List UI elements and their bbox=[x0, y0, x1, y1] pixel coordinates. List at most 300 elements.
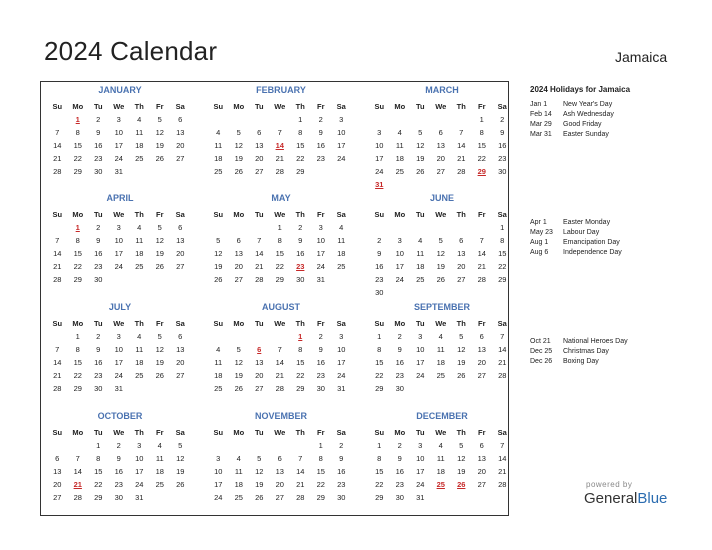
holiday-name: Good Friday bbox=[563, 121, 602, 128]
day-cell: 29 bbox=[73, 384, 82, 393]
day-cell: 5 bbox=[257, 454, 262, 463]
month-september bbox=[365, 301, 519, 395]
day-cell: 10 bbox=[375, 141, 384, 150]
day-cell: 22 bbox=[375, 371, 384, 380]
day-cell: 18 bbox=[337, 249, 346, 258]
day-cell: 16 bbox=[94, 358, 103, 367]
day-cell: 25 bbox=[436, 371, 445, 380]
day-cell: 14 bbox=[275, 358, 284, 367]
day-cell: 30 bbox=[94, 275, 103, 284]
day-cell: 11 bbox=[135, 236, 144, 245]
weekday-label: Su bbox=[374, 428, 385, 437]
day-cell: 30 bbox=[316, 384, 325, 393]
day-cell: 5 bbox=[236, 345, 241, 354]
day-cell: 23 bbox=[395, 371, 404, 380]
weekday-label: Tu bbox=[93, 102, 103, 111]
day-cell: 30 bbox=[94, 167, 103, 176]
day-cell: 20 bbox=[255, 371, 264, 380]
day-cell: 17 bbox=[416, 467, 425, 476]
day-cell: 10 bbox=[416, 454, 425, 463]
day-cell: 21 bbox=[53, 154, 62, 163]
day-cell: 5 bbox=[459, 332, 464, 341]
weekday-label: Th bbox=[295, 319, 305, 328]
month-name: OCTOBER bbox=[97, 411, 143, 421]
day-cell: 25 bbox=[135, 154, 144, 163]
day-cell: 29 bbox=[73, 167, 82, 176]
empty-cell bbox=[249, 221, 270, 234]
day-cell: 10 bbox=[316, 236, 325, 245]
day-cell: 17 bbox=[135, 467, 144, 476]
day-cell: 25 bbox=[416, 275, 425, 284]
day-cell: 28 bbox=[457, 167, 466, 176]
month-april bbox=[43, 192, 197, 286]
day-cell: 19 bbox=[457, 467, 466, 476]
day-cell: 21 bbox=[275, 371, 284, 380]
day-cell: 8 bbox=[479, 128, 484, 137]
day-cell: 12 bbox=[155, 345, 164, 354]
day-cell: 4 bbox=[438, 332, 443, 341]
day-cell: 4 bbox=[216, 345, 221, 354]
holidays-heading: 2024 Holidays for Jamaica bbox=[530, 85, 631, 94]
empty-cell bbox=[369, 221, 390, 234]
empty-cell bbox=[229, 221, 250, 234]
day-cell: 28 bbox=[275, 384, 284, 393]
day-cell: 14 bbox=[73, 467, 82, 476]
holiday-row bbox=[530, 100, 690, 110]
weekday-label: Th bbox=[456, 428, 466, 437]
day-cell: 21 bbox=[457, 154, 466, 163]
holiday-group bbox=[530, 218, 690, 258]
day-cell: 28 bbox=[498, 480, 507, 489]
day-cell: 22 bbox=[498, 262, 507, 271]
month-may bbox=[204, 192, 358, 286]
day-cell: 24 bbox=[135, 480, 144, 489]
day-cell: 8 bbox=[377, 345, 382, 354]
day-cell: 18 bbox=[135, 141, 144, 150]
day-cell: 30 bbox=[337, 493, 346, 502]
weekday-label: Fr bbox=[478, 428, 486, 437]
day-cell: 13 bbox=[53, 467, 62, 476]
day-cell: 28 bbox=[53, 275, 62, 284]
day-cell: 13 bbox=[234, 249, 243, 258]
weekday-label: Mo bbox=[233, 319, 245, 328]
weekday-label: Sa bbox=[497, 428, 507, 437]
day-cell: 25 bbox=[155, 480, 164, 489]
day-cell: 3 bbox=[137, 441, 142, 450]
weekday-label: Sa bbox=[336, 210, 346, 219]
day-cell: 5 bbox=[438, 236, 443, 245]
day-cell: 29 bbox=[498, 275, 507, 284]
weekday-label: Tu bbox=[415, 428, 425, 437]
day-cell: 23 bbox=[94, 371, 103, 380]
day-cell: 22 bbox=[477, 154, 486, 163]
empty-cell bbox=[47, 221, 68, 234]
holiday-group bbox=[530, 337, 690, 367]
day-cell: 12 bbox=[176, 454, 185, 463]
day-cell: 9 bbox=[500, 128, 505, 137]
day-cell: 3 bbox=[116, 223, 121, 232]
day-cell: 2 bbox=[397, 441, 402, 450]
day-cell: 16 bbox=[395, 358, 404, 367]
day-cell: 11 bbox=[436, 345, 445, 354]
day-cell: 14 bbox=[53, 249, 62, 258]
day-cell: 7 bbox=[500, 332, 505, 341]
day-cell: 16 bbox=[337, 467, 346, 476]
holiday-date: Mar 31 bbox=[530, 131, 552, 138]
empty-cell bbox=[431, 113, 452, 126]
empty-cell bbox=[47, 439, 68, 452]
day-cell: 2 bbox=[339, 441, 344, 450]
weekday-label: Mo bbox=[394, 210, 406, 219]
day-cell: 1 bbox=[277, 223, 282, 232]
weekday-label: Sa bbox=[497, 319, 507, 328]
holiday-row bbox=[530, 248, 690, 258]
month-november bbox=[204, 410, 358, 504]
month-name: SEPTEMBER bbox=[413, 302, 470, 312]
day-cell: 19 bbox=[176, 467, 185, 476]
day-cell: 3 bbox=[216, 454, 221, 463]
empty-cell bbox=[410, 221, 431, 234]
day-cell: 20 bbox=[176, 141, 185, 150]
day-cell: 26 bbox=[176, 480, 185, 489]
weekday-label: Sa bbox=[497, 210, 507, 219]
day-cell: 3 bbox=[418, 332, 423, 341]
empty-cell bbox=[229, 330, 250, 343]
weekday-label: Tu bbox=[254, 210, 264, 219]
day-cell: 1 bbox=[75, 332, 80, 341]
day-cell: 26 bbox=[436, 275, 445, 284]
day-cell: 2 bbox=[318, 332, 323, 341]
day-cell: 15 bbox=[296, 141, 305, 150]
day-cell: 27 bbox=[255, 167, 264, 176]
weekday-label: Fr bbox=[156, 428, 164, 437]
holiday-date: Jan 1 bbox=[530, 101, 548, 108]
day-cell: 20 bbox=[176, 358, 185, 367]
day-cell: 30 bbox=[395, 493, 404, 502]
day-cell: 6 bbox=[459, 236, 464, 245]
day-cell: 1 bbox=[96, 441, 101, 450]
day-cell: 3 bbox=[377, 128, 382, 137]
day-cell: 25 bbox=[214, 167, 223, 176]
holiday-row bbox=[530, 347, 690, 357]
day-cell: 24 bbox=[114, 371, 123, 380]
day-cell: 29 bbox=[296, 384, 305, 393]
day-cell: 6 bbox=[438, 128, 443, 137]
day-cell: 28 bbox=[53, 384, 62, 393]
day-cell: 15 bbox=[375, 467, 384, 476]
day-cell: 18 bbox=[135, 358, 144, 367]
day-cell: 21 bbox=[275, 154, 284, 163]
day-cell: 17 bbox=[214, 480, 223, 489]
day-cell: 27 bbox=[275, 493, 284, 502]
empty-cell bbox=[249, 113, 270, 126]
weekday-label: Mo bbox=[394, 428, 406, 437]
day-cell: 27 bbox=[176, 154, 185, 163]
holiday-date: Feb 14 bbox=[530, 111, 552, 118]
day-cell: 31 bbox=[316, 275, 325, 284]
weekday-label: Sa bbox=[175, 319, 185, 328]
day-cell: 6 bbox=[479, 441, 484, 450]
day-cell: 20 bbox=[176, 249, 185, 258]
day-cell: 6 bbox=[178, 115, 183, 124]
weekday-label: Th bbox=[456, 210, 466, 219]
day-cell: 19 bbox=[457, 358, 466, 367]
weekday-label: Fr bbox=[317, 428, 325, 437]
weekday-label: Sa bbox=[175, 428, 185, 437]
weekday-label: Fr bbox=[156, 319, 164, 328]
day-cell: 6 bbox=[479, 332, 484, 341]
day-cell: 10 bbox=[337, 128, 346, 137]
day-cell: 11 bbox=[395, 141, 404, 150]
day-cell: 9 bbox=[96, 345, 101, 354]
day-cell: 16 bbox=[316, 358, 325, 367]
page-title: 2024 Calendar bbox=[44, 36, 218, 66]
weekday-label: Th bbox=[134, 319, 144, 328]
day-cell: 15 bbox=[477, 141, 486, 150]
month-name: FEBRUARY bbox=[256, 85, 306, 95]
empty-cell bbox=[431, 221, 452, 234]
day-cell: 3 bbox=[116, 332, 121, 341]
month-name: APRIL bbox=[106, 193, 134, 203]
weekday-label: Su bbox=[52, 102, 63, 111]
holiday-day: 14 bbox=[275, 141, 284, 150]
day-cell: 22 bbox=[316, 480, 325, 489]
day-cell: 11 bbox=[436, 454, 445, 463]
day-cell: 7 bbox=[55, 236, 60, 245]
holiday-day: 31 bbox=[375, 180, 384, 189]
day-cell: 23 bbox=[498, 154, 507, 163]
day-cell: 8 bbox=[377, 454, 382, 463]
holiday-name: Easter Sunday bbox=[563, 131, 609, 138]
day-cell: 13 bbox=[275, 467, 284, 476]
weekday-label: Su bbox=[213, 319, 224, 328]
day-cell: 5 bbox=[178, 441, 183, 450]
day-cell: 5 bbox=[157, 115, 162, 124]
weekday-label: Sa bbox=[336, 319, 346, 328]
month-january bbox=[43, 84, 197, 178]
day-cell: 20 bbox=[477, 358, 486, 367]
day-cell: 16 bbox=[94, 141, 103, 150]
day-cell: 5 bbox=[236, 128, 241, 137]
day-cell: 22 bbox=[73, 262, 82, 271]
day-cell: 3 bbox=[339, 115, 344, 124]
holiday-date: Apr 1 bbox=[530, 219, 547, 226]
weekday-label: Fr bbox=[317, 210, 325, 219]
day-cell: 12 bbox=[234, 358, 243, 367]
day-cell: 17 bbox=[114, 141, 123, 150]
day-cell: 1 bbox=[377, 332, 382, 341]
day-cell: 5 bbox=[157, 223, 162, 232]
day-cell: 26 bbox=[416, 167, 425, 176]
empty-cell bbox=[451, 113, 472, 126]
month-july bbox=[43, 301, 197, 395]
day-cell: 30 bbox=[94, 384, 103, 393]
day-cell: 8 bbox=[75, 128, 80, 137]
day-cell: 19 bbox=[255, 480, 264, 489]
weekday-label: Tu bbox=[93, 319, 103, 328]
day-cell: 12 bbox=[457, 345, 466, 354]
day-cell: 9 bbox=[116, 454, 121, 463]
weekday-label: Th bbox=[134, 210, 144, 219]
weekday-label: Th bbox=[134, 102, 144, 111]
day-cell: 2 bbox=[397, 332, 402, 341]
holiday-row bbox=[530, 218, 690, 228]
day-cell: 30 bbox=[395, 384, 404, 393]
month-name: AUGUST bbox=[262, 302, 300, 312]
day-cell: 6 bbox=[277, 454, 282, 463]
generalblue-logo[interactable] bbox=[584, 490, 667, 507]
day-cell: 5 bbox=[216, 236, 221, 245]
day-cell: 15 bbox=[73, 249, 82, 258]
day-cell: 4 bbox=[418, 236, 423, 245]
weekday-label: Tu bbox=[415, 319, 425, 328]
holiday-day: 1 bbox=[75, 115, 80, 124]
day-cell: 2 bbox=[116, 441, 121, 450]
day-cell: 29 bbox=[296, 167, 305, 176]
day-cell: 31 bbox=[114, 384, 123, 393]
weekday-label: Mo bbox=[72, 210, 84, 219]
holiday-date: Oct 21 bbox=[530, 338, 551, 345]
day-cell: 17 bbox=[316, 249, 325, 258]
day-cell: 19 bbox=[155, 249, 164, 258]
day-cell: 1 bbox=[298, 115, 303, 124]
weekday-label: Th bbox=[134, 428, 144, 437]
day-cell: 25 bbox=[337, 262, 346, 271]
weekday-label: We bbox=[113, 210, 125, 219]
day-cell: 26 bbox=[255, 493, 264, 502]
day-cell: 10 bbox=[114, 345, 123, 354]
day-cell: 11 bbox=[234, 467, 243, 476]
day-cell: 9 bbox=[397, 454, 402, 463]
holiday-date: Aug 6 bbox=[530, 249, 549, 256]
empty-cell bbox=[410, 113, 431, 126]
day-cell: 15 bbox=[296, 358, 305, 367]
weekday-label: Sa bbox=[175, 102, 185, 111]
weekday-label: Sa bbox=[336, 102, 346, 111]
day-cell: 28 bbox=[73, 493, 82, 502]
holiday-date: Mar 29 bbox=[530, 121, 552, 128]
day-cell: 18 bbox=[395, 154, 404, 163]
day-cell: 29 bbox=[375, 493, 384, 502]
day-cell: 31 bbox=[135, 493, 144, 502]
day-cell: 6 bbox=[257, 128, 262, 137]
day-cell: 3 bbox=[418, 441, 423, 450]
day-cell: 22 bbox=[73, 371, 82, 380]
month-name: JUNE bbox=[429, 193, 454, 203]
empty-cell bbox=[208, 330, 229, 343]
day-cell: 24 bbox=[337, 154, 346, 163]
day-cell: 24 bbox=[375, 167, 384, 176]
day-cell: 15 bbox=[316, 467, 325, 476]
day-cell: 7 bbox=[55, 128, 60, 137]
holiday-day: 1 bbox=[75, 223, 80, 232]
empty-cell bbox=[390, 221, 411, 234]
day-cell: 30 bbox=[375, 288, 384, 297]
day-cell: 22 bbox=[275, 262, 284, 271]
day-cell: 17 bbox=[416, 358, 425, 367]
holiday-date: Dec 25 bbox=[530, 348, 553, 355]
day-cell: 18 bbox=[155, 467, 164, 476]
day-cell: 9 bbox=[96, 128, 101, 137]
day-cell: 19 bbox=[155, 358, 164, 367]
day-cell: 4 bbox=[216, 128, 221, 137]
holiday-day: 26 bbox=[457, 480, 466, 489]
holiday-row bbox=[530, 130, 690, 140]
day-cell: 11 bbox=[135, 128, 144, 137]
holiday-name: Independence Day bbox=[563, 249, 622, 256]
day-cell: 6 bbox=[236, 236, 241, 245]
day-cell: 28 bbox=[255, 275, 264, 284]
day-cell: 8 bbox=[298, 128, 303, 137]
day-cell: 29 bbox=[73, 275, 82, 284]
day-cell: 19 bbox=[234, 154, 243, 163]
day-cell: 26 bbox=[234, 167, 243, 176]
day-cell: 15 bbox=[275, 249, 284, 258]
day-cell: 25 bbox=[395, 167, 404, 176]
day-cell: 8 bbox=[298, 345, 303, 354]
day-cell: 24 bbox=[337, 371, 346, 380]
day-cell: 14 bbox=[477, 249, 486, 258]
day-cell: 3 bbox=[397, 236, 402, 245]
day-cell: 29 bbox=[275, 275, 284, 284]
day-cell: 19 bbox=[234, 371, 243, 380]
holiday-row bbox=[530, 238, 690, 248]
day-cell: 7 bbox=[479, 236, 484, 245]
day-cell: 20 bbox=[477, 467, 486, 476]
month-august bbox=[204, 301, 358, 395]
empty-cell bbox=[208, 439, 229, 452]
weekday-label: Mo bbox=[394, 102, 406, 111]
day-cell: 22 bbox=[375, 480, 384, 489]
day-cell: 21 bbox=[498, 467, 507, 476]
holiday-name: Christmas Day bbox=[563, 348, 609, 355]
day-cell: 15 bbox=[73, 141, 82, 150]
day-cell: 17 bbox=[337, 141, 346, 150]
day-cell: 7 bbox=[298, 454, 303, 463]
day-cell: 6 bbox=[178, 332, 183, 341]
holiday-date: Aug 1 bbox=[530, 239, 549, 246]
weekday-label: Mo bbox=[233, 102, 245, 111]
empty-cell bbox=[249, 439, 270, 452]
day-cell: 27 bbox=[255, 384, 264, 393]
weekday-label: Su bbox=[213, 210, 224, 219]
day-cell: 1 bbox=[500, 223, 505, 232]
day-cell: 20 bbox=[436, 154, 445, 163]
holiday-row bbox=[530, 110, 690, 120]
day-cell: 5 bbox=[418, 128, 423, 137]
day-cell: 2 bbox=[96, 115, 101, 124]
day-cell: 13 bbox=[176, 345, 185, 354]
weekday-label: Mo bbox=[72, 428, 84, 437]
holiday-day: 1 bbox=[298, 332, 303, 341]
holiday-name: Labour Day bbox=[563, 229, 600, 236]
empty-cell bbox=[249, 330, 270, 343]
day-cell: 20 bbox=[255, 154, 264, 163]
day-cell: 14 bbox=[53, 358, 62, 367]
weekday-label: Su bbox=[374, 102, 385, 111]
day-cell: 27 bbox=[53, 493, 62, 502]
day-cell: 11 bbox=[214, 141, 223, 150]
day-cell: 20 bbox=[53, 480, 62, 489]
weekday-label: We bbox=[274, 210, 286, 219]
holiday-row bbox=[530, 357, 690, 367]
weekday-label: Su bbox=[374, 319, 385, 328]
day-cell: 14 bbox=[296, 467, 305, 476]
day-cell: 25 bbox=[135, 262, 144, 271]
day-cell: 14 bbox=[498, 345, 507, 354]
day-cell: 8 bbox=[277, 236, 282, 245]
day-cell: 18 bbox=[436, 467, 445, 476]
